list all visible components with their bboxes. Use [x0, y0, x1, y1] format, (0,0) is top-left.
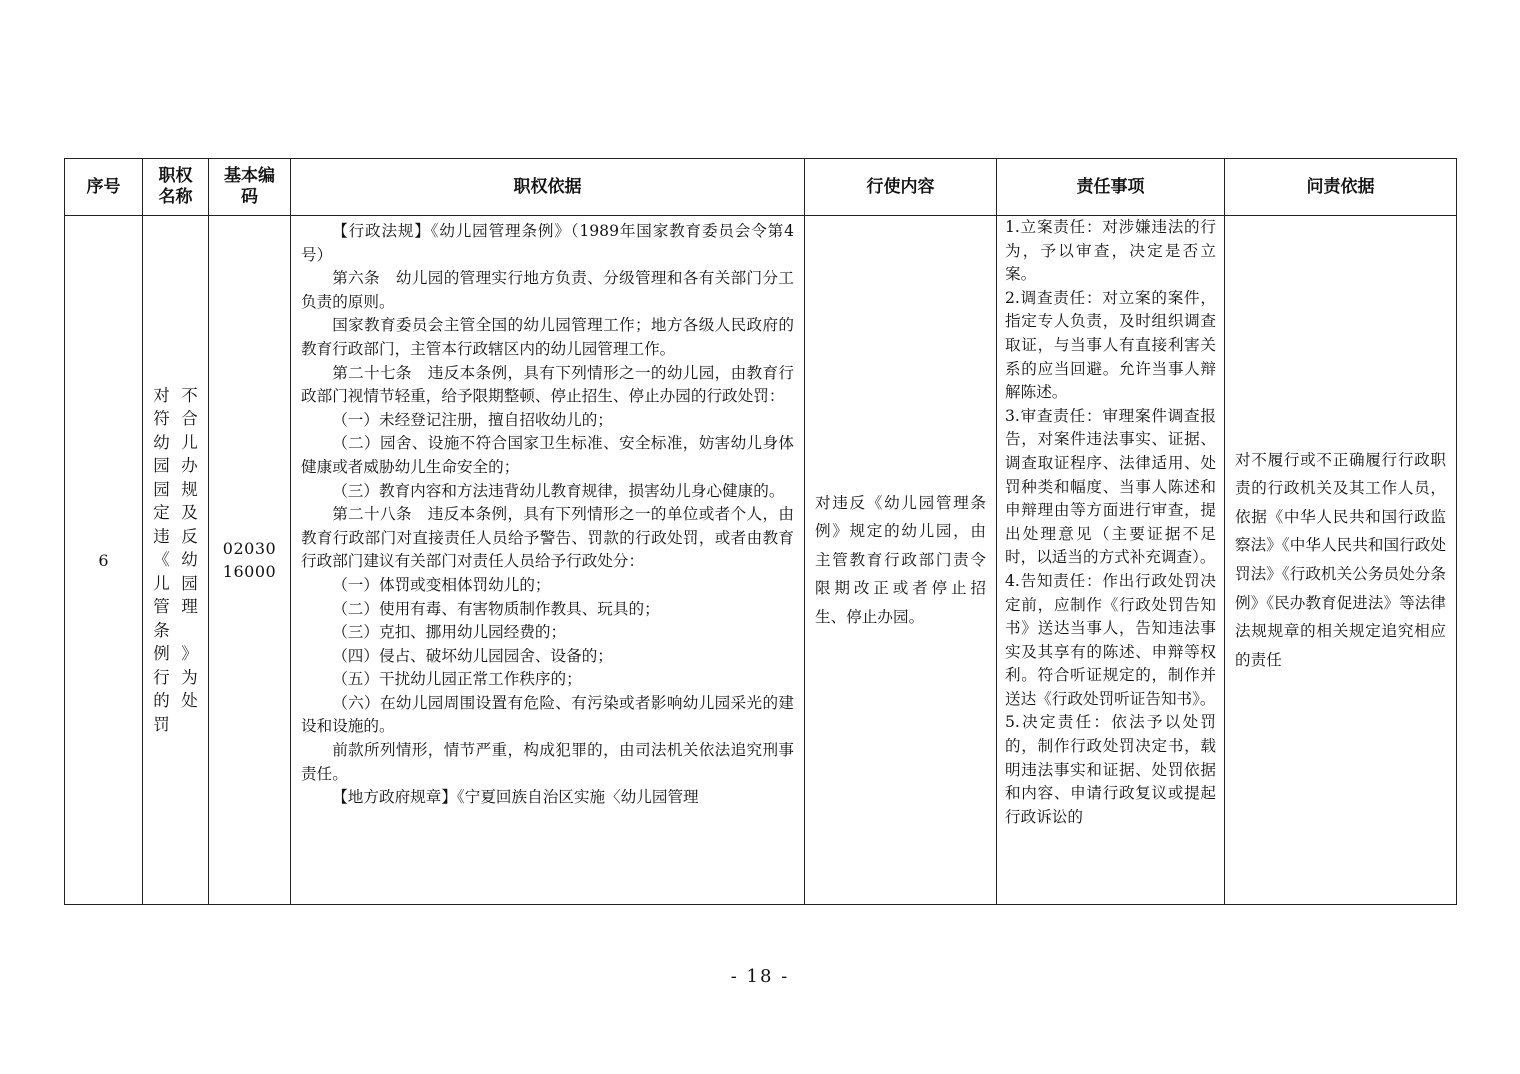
authority-basis-text: [291, 216, 804, 810]
name-char: 管: [153, 597, 170, 617]
basis-paragraph: （一）体罚或变相体罚幼儿的；: [332, 575, 551, 594]
name-char: 为: [181, 667, 198, 687]
name-char: [179, 619, 201, 643]
basic-code-line2: 16000: [222, 562, 277, 581]
basis-paragraph: 前款所列情形，情节严重，构成犯罪的，由司法机关依法追究刑事责任。: [301, 741, 794, 783]
cell-exercise: [805, 216, 997, 905]
basis-paragraph: （三）教育内容和方法违背幼儿教育规律，损害幼儿身心健康的。: [332, 481, 785, 500]
basis-paragraph: 第二十七条 违反本条例，具有下列情形之一的幼儿园，由教育行政部门视情节轻重，给予限期整顿、停止招生、停止办园的行政处罚：: [301, 363, 794, 406]
basis-paragraph: 第二十八条 违反本条例，具有下列情形之一的单位或者个人，由教育行政部门对直接责任人员给予警告、罚款的行政处罚，或者由教育行政部门建议有关部门对责任人员给予行政处分：: [301, 505, 794, 571]
name-char: 合: [181, 409, 198, 429]
basis-paragraph: （三）克扣、挪用幼儿园经费的；: [332, 623, 567, 642]
responsibility-item: 2.调查责任：对立案的案件，指定专人负责，及时组织调查取证，与当事人有直接利害关系的应当回避。允许当事人辩解陈述。: [1005, 288, 1216, 402]
header-seq: 序号: [65, 159, 143, 216]
name-char: 儿: [181, 432, 198, 452]
basis-paragraph: （四）侵占、破坏幼儿园园舍、设备的；: [332, 646, 613, 665]
header-accountability: 问责依据: [1225, 159, 1457, 216]
name-char: 违: [153, 526, 170, 546]
header-code-line2: 码: [241, 187, 258, 207]
name-char: 及: [181, 503, 198, 523]
header-responsibility: 责任事项: [997, 159, 1225, 216]
name-char: 园: [181, 573, 198, 593]
basis-paragraph: 第六条 幼儿园的管理实行地方负责、分级管理和各有关部门分工负责的原则。: [301, 269, 794, 311]
name-char: 的: [153, 691, 170, 711]
name-char: 园: [153, 479, 170, 499]
exercise-content: 对违反《幼儿园管理条例》规定的幼儿园，由主管教育行政部门责令限期改正或者停止招生、停止办园。: [815, 493, 986, 626]
name-char: 不: [181, 385, 198, 405]
name-char: 幼: [181, 550, 198, 570]
row-seq: 6: [98, 550, 109, 570]
header-code-line1: 基本编: [224, 166, 275, 186]
name-char: 对: [153, 385, 170, 405]
basis-paragraph: （六）在幼儿园周围设置有危险、有污染或者影响幼儿园采光的建设和设施的。: [301, 693, 794, 736]
cell-accountability: [1225, 216, 1457, 905]
authority-table: [64, 158, 1457, 905]
basis-paragraph: （一）未经登记注册，擅自招收幼儿的；: [332, 410, 613, 429]
name-char: 》: [181, 644, 198, 664]
name-char: 规: [181, 479, 198, 499]
accountability-basis: 对不履行或不正确履行行政职责的行政机关及其工作人员，依据《中华人民共和国行政监察法》《中华人民共和国行政处罚法》《行政机关公务员处分条例》《民办教育促进法》等法律法规规章的相关规定追究相应的责任: [1235, 450, 1446, 669]
cell-basis: [291, 216, 805, 905]
name-char: 园: [153, 456, 170, 476]
name-char: 儿: [153, 573, 170, 593]
cell-code: [209, 216, 291, 905]
cell-responsibility: [997, 216, 1225, 905]
name-char: 处: [181, 691, 198, 711]
name-char: 幼: [153, 432, 170, 452]
name-char: 《: [153, 550, 170, 570]
header-basis: 职权依据: [291, 159, 805, 216]
name-char: 行: [153, 667, 170, 687]
name-char: 理: [181, 597, 198, 617]
header-row: [65, 159, 1457, 216]
responsibility-item: 4.告知责任：作出行政处罚决定前，应制作《行政处罚告知书》送达当事人，告知违法事实及其享有的陈述、申辩等权利。符合听证规定的，制作并送达《行政处罚听证告知书》。: [1005, 571, 1216, 708]
name-char: 罚: [153, 714, 170, 734]
basis-paragraph: （二）使用有毒、有害物质制作教具、玩具的；: [332, 599, 660, 618]
basis-paragraph: 【行政法规】《幼儿园管理条例》（1989年国家教育委员会令第4号）: [301, 222, 794, 264]
name-char: 条: [153, 620, 170, 640]
cell-name: [143, 216, 209, 905]
name-char: 办: [181, 456, 198, 476]
header-exercise: 行使内容: [805, 159, 997, 216]
basis-paragraph: 【地方政府规章】《宁夏回族自治区实施〈幼儿园管理: [332, 788, 699, 807]
basis-paragraph: （五）干扰幼儿园正常工作秩序的；: [332, 670, 582, 689]
basic-code-line1: 02030: [222, 538, 277, 558]
header-name-line1: 职权: [158, 166, 193, 186]
responsibility-items: [997, 216, 1224, 829]
basis-paragraph: （二）园舍、设施不符合国家卫生标准、安全标准，妨害幼儿身体健康或者威胁幼儿生命安全的；: [301, 434, 794, 476]
header-code: [209, 159, 291, 216]
basis-paragraph: 国家教育委员会主管全国的幼儿园管理工作；地方各级人民政府的教育行政部门，主管本行政辖区内的幼儿园管理工作。: [301, 316, 794, 358]
responsibility-item: 3.审查责任：审理案件调查报告，对案件违法事实、证据、调查取证程序、法律适用、处罚种类和幅度、当事人陈述和申辩理由等方面进行审查，提出处理意见（主要证据不足时，以适当的方式补充调查）。: [1005, 406, 1216, 567]
responsibility-item: 5.决定责任：依法予以处罚的，制作行政处罚决定书，载明违法事实和证据、处罚依据和内容、申请行政复议或提起行政诉讼的: [1005, 713, 1216, 826]
name-char: 定: [153, 503, 170, 523]
page-number: - 18 -: [730, 966, 790, 987]
name-char: [179, 713, 201, 737]
responsibility-item: 1.立案责任：对涉嫌违法的行为，予以审查，决定是否立案。: [1005, 218, 1216, 284]
authority-name: [151, 384, 201, 737]
name-char: 符: [153, 409, 170, 429]
basic-code: [223, 537, 276, 584]
header-name-line2: 名称: [158, 187, 193, 207]
table-row: [65, 216, 1457, 905]
cell-seq: [65, 216, 143, 905]
header-name: [143, 159, 209, 216]
name-char: 例: [153, 644, 170, 664]
name-char: 反: [181, 526, 198, 546]
